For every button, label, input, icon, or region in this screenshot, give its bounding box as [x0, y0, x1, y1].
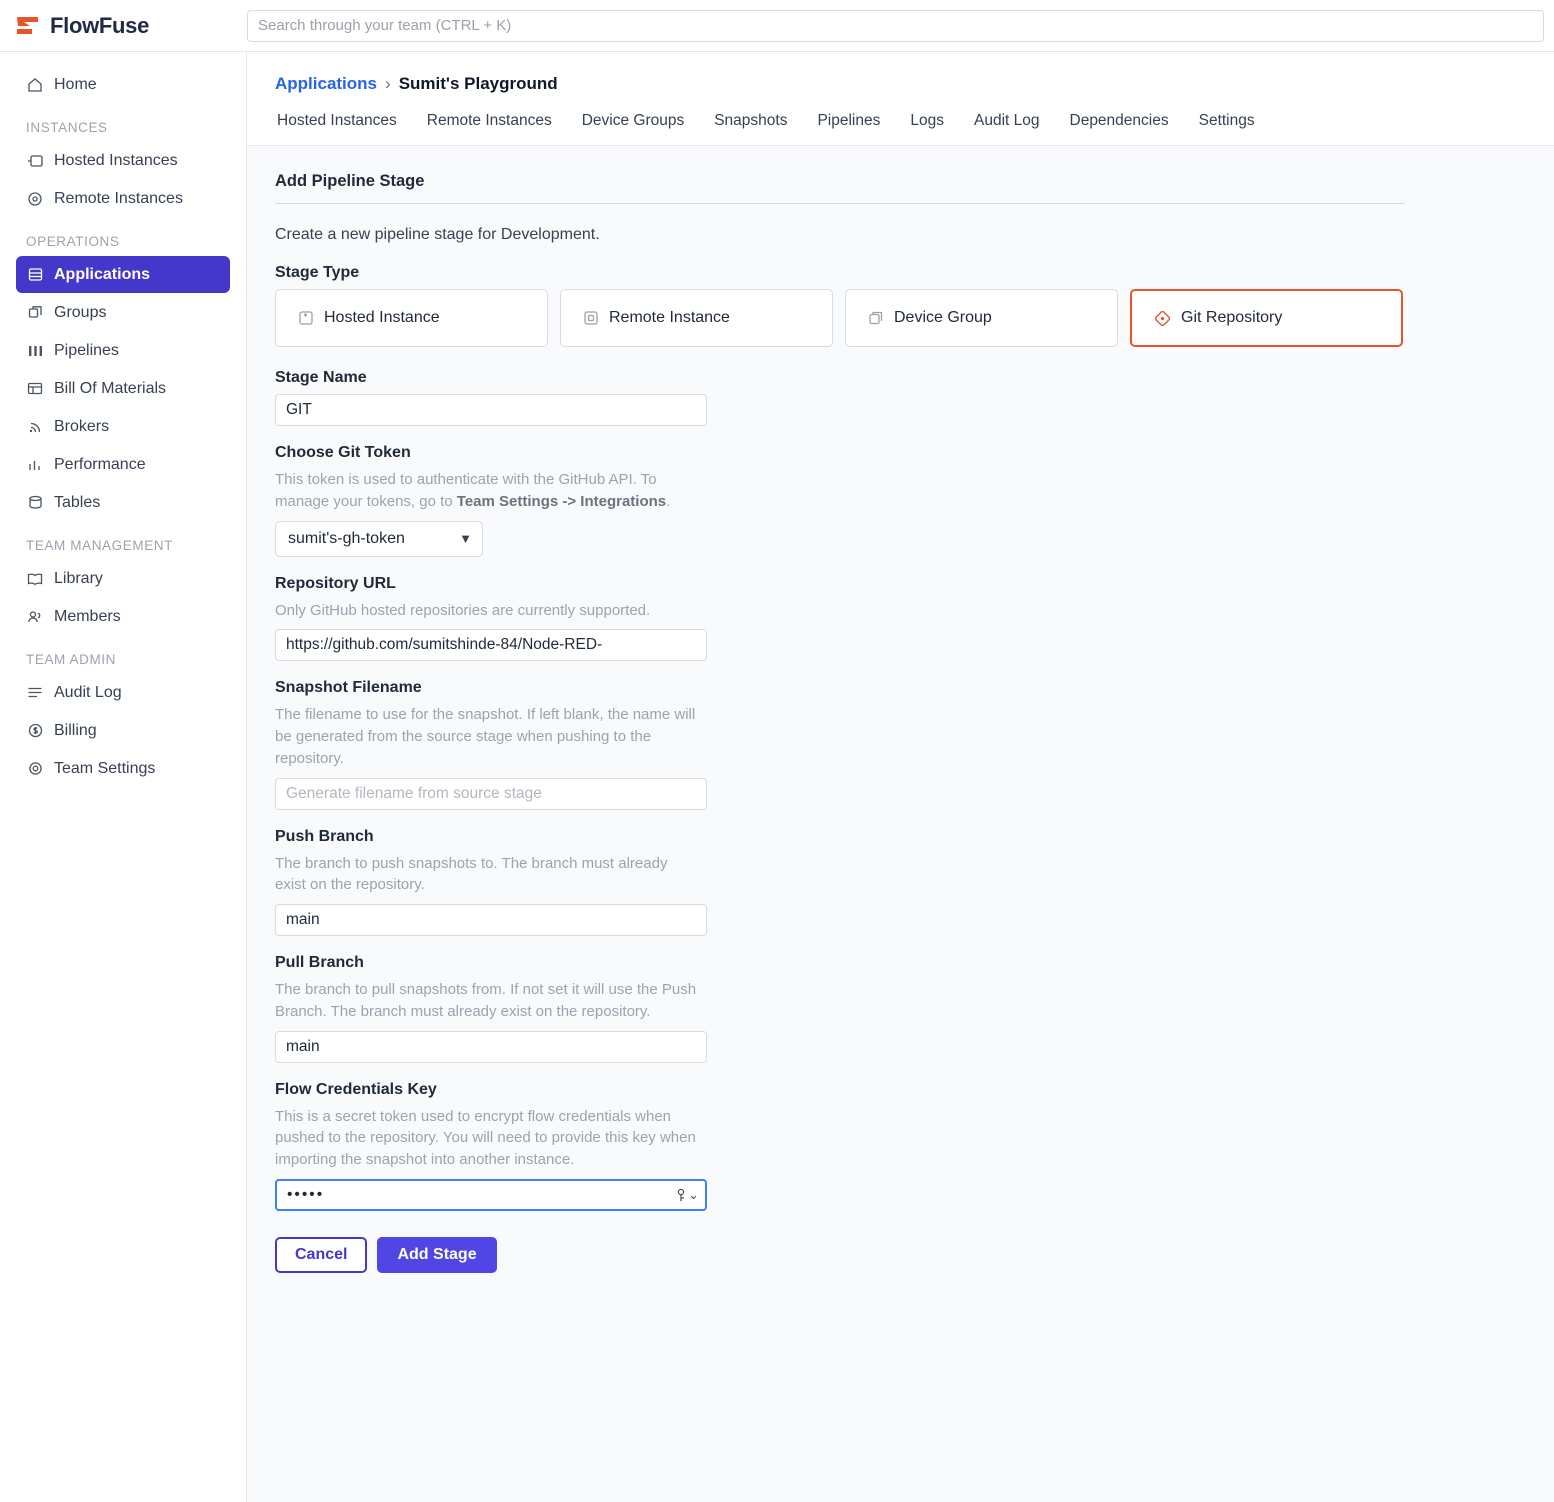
- sidebar-item-audit-log[interactable]: [16, 674, 230, 711]
- add-stage-button[interactable]: Add Stage: [377, 1237, 496, 1273]
- flowfuse-logo-icon: [16, 15, 42, 37]
- search-input[interactable]: [247, 10, 1544, 42]
- flow-credentials-key-label: Flow Credentials Key: [275, 1080, 437, 1098]
- sidebar-item-applications[interactable]: [16, 256, 230, 293]
- breadcrumb-separator: ›: [385, 74, 391, 93]
- stage-type-remote-instance[interactable]: [560, 289, 833, 347]
- tab-pipelines[interactable]: Pipelines: [817, 112, 881, 129]
- sidebar-item-label: Pipelines: [54, 341, 119, 359]
- stage-name-input[interactable]: [275, 394, 707, 426]
- pull-branch-input[interactable]: [275, 1031, 707, 1063]
- stage-name-field: [275, 369, 1526, 426]
- flow-credentials-key-input-wrap: [275, 1179, 707, 1211]
- sidebar-item-label: Tables: [54, 493, 101, 511]
- flow-credentials-key-input[interactable]: [275, 1179, 707, 1211]
- stage-name-label: Stage Name: [275, 369, 367, 386]
- stage-type-label: Stage Type: [275, 264, 360, 281]
- tables-icon: [26, 495, 44, 510]
- repository-url-field: [275, 575, 1526, 662]
- sidebar-item-groups[interactable]: [16, 294, 230, 331]
- repository-url-help: Only GitHub hosted repositories are currently supported.: [275, 601, 651, 619]
- groups-icon: [26, 305, 44, 320]
- snapshot-filename-field: [275, 679, 1526, 809]
- pull-branch-field: [275, 954, 1526, 1063]
- performance-icon: [26, 458, 44, 472]
- sidebar-item-label: Hosted Instances: [54, 151, 178, 169]
- tab-device-groups[interactable]: Device Groups: [581, 112, 685, 129]
- chevron-down-icon: ▼: [459, 531, 472, 546]
- stage-type-device-group[interactable]: [845, 289, 1118, 347]
- stage-type-label-text: Git Repository: [1181, 309, 1283, 326]
- sidebar-item-label: Groups: [54, 303, 107, 321]
- sidebar-item-team-settings[interactable]: [16, 750, 230, 787]
- applications-icon: [26, 267, 44, 282]
- snapshot-filename-input[interactable]: [275, 778, 707, 810]
- sidebar-section-team-management: TEAM MANAGEMENT: [26, 538, 174, 553]
- sidebar-item-bill-of-materials[interactable]: [16, 370, 230, 407]
- tab-logs[interactable]: Logs: [910, 112, 944, 129]
- push-branch-help: The branch to push snapshots to. The branch must already exist on the repository.: [275, 854, 668, 894]
- git-token-field: [275, 444, 1526, 557]
- top-bar: [0, 0, 1554, 52]
- bill-of-materials-icon: [26, 382, 44, 395]
- page-title: Add Pipeline Stage: [275, 172, 1405, 204]
- stage-type-hosted-instance[interactable]: [275, 289, 548, 347]
- sidebar-item-pipelines[interactable]: [16, 332, 230, 369]
- audit-log-icon: [26, 686, 44, 699]
- stage-type-git-repository[interactable]: [1130, 289, 1403, 347]
- breadcrumb-parent-link[interactable]: Applications: [275, 74, 378, 93]
- tab-audit-log[interactable]: Audit Log: [974, 112, 1040, 129]
- sidebar-item-label: Team Settings: [54, 759, 156, 777]
- tab-hosted-instances[interactable]: Hosted Instances: [277, 112, 397, 129]
- search-container: [247, 10, 1554, 42]
- tab-bar: [247, 104, 1554, 146]
- snapshot-filename-label: Snapshot Filename: [275, 679, 422, 697]
- remote-instance-icon: [583, 310, 599, 326]
- sidebar-item-billing[interactable]: [16, 712, 230, 749]
- cancel-button[interactable]: Cancel: [275, 1237, 367, 1273]
- sidebar-item-label: Library: [54, 569, 103, 587]
- key-manager-icon[interactable]: [675, 1187, 699, 1203]
- sidebar-item-label: Bill Of Materials: [54, 379, 167, 397]
- remote-instance-icon: [26, 191, 44, 207]
- git-token-label: Choose Git Token: [275, 444, 411, 461]
- git-token-help-b: .: [666, 492, 671, 510]
- form-description: Create a new pipeline stage for Development.: [275, 226, 600, 243]
- sidebar-section-operations: OPERATIONS: [26, 234, 120, 249]
- pipelines-icon: [26, 344, 44, 358]
- git-token-select[interactable]: [275, 521, 483, 557]
- sidebar-item-label: Audit Log: [54, 683, 122, 701]
- form-actions: [275, 1237, 1526, 1273]
- members-icon: [26, 610, 44, 624]
- snapshot-filename-help: The filename to use for the snapshot. If left blank, the name will be generated from the source stage when pushing to the repository.: [275, 706, 696, 767]
- push-branch-input[interactable]: [275, 904, 707, 936]
- stage-type-label-text: Hosted Instance: [324, 309, 440, 326]
- sidebar-item-label: Home: [54, 75, 97, 93]
- brand-name: FlowFuse: [50, 12, 150, 38]
- sidebar-item-performance[interactable]: [16, 446, 230, 483]
- pull-branch-label: Pull Branch: [275, 954, 364, 971]
- repository-url-label: Repository URL: [275, 574, 396, 592]
- brokers-icon: [26, 419, 44, 434]
- sidebar-item-label: Remote Instances: [54, 189, 183, 207]
- push-branch-label: Push Branch: [275, 827, 374, 845]
- flow-credentials-key-field: [275, 1081, 1526, 1211]
- git-token-help-a: This token is used to authenticate with the GitHub API. To manage your tokens, go to: [275, 471, 657, 510]
- pull-branch-help: The branch to pull snapshots from. If not set it will use the Push Branch. The branch must already exist on the repository.: [275, 981, 697, 1020]
- sidebar-item-label: Applications: [54, 265, 151, 283]
- add-pipeline-stage-form: [247, 146, 1554, 1502]
- sidebar-item-brokers[interactable]: [16, 408, 230, 445]
- sidebar-item-tables[interactable]: [16, 484, 230, 521]
- stage-type-label-text: Device Group: [894, 309, 992, 326]
- hosted-instance-icon: [298, 310, 314, 326]
- sidebar-section-instances: INSTANCES: [26, 120, 108, 135]
- brand-logo[interactable]: [0, 13, 247, 39]
- library-icon: [26, 572, 44, 586]
- hosted-instance-icon: [26, 154, 44, 168]
- breadcrumb-current: Sumit's Playground: [398, 74, 558, 93]
- sidebar-item-label: Brokers: [54, 417, 110, 435]
- sidebar-section-team-admin: TEAM ADMIN: [26, 652, 117, 667]
- sidebar-item-remote-instances[interactable]: [16, 180, 230, 217]
- stage-type-label-text: Remote Instance: [609, 309, 730, 326]
- sidebar-item-home[interactable]: [16, 66, 230, 103]
- device-group-icon: [868, 310, 884, 326]
- push-branch-field: [275, 828, 1526, 937]
- flow-credentials-key-help: This is a secret token used to encrypt flow credentials when pushed to the repository. You will need to provide this key when importing the snapshot into another instance.: [275, 1107, 696, 1168]
- git-repository-icon: [1154, 310, 1171, 327]
- tab-snapshots[interactable]: Snapshots: [714, 112, 788, 129]
- home-icon: [26, 77, 44, 93]
- main-content: [247, 52, 1554, 1502]
- git-token-selected-value: sumit's-gh-token: [288, 529, 405, 547]
- git-token-help-link: Team Settings -> Integrations: [456, 492, 667, 510]
- tab-settings[interactable]: Settings: [1198, 112, 1255, 129]
- stage-type-options: [275, 289, 1526, 347]
- chevron-down-icon: ⌄: [688, 1186, 699, 1202]
- billing-icon: [26, 723, 44, 738]
- sidebar-item-members[interactable]: [16, 598, 230, 635]
- breadcrumb: [247, 52, 1554, 104]
- sidebar-item-library[interactable]: [16, 560, 230, 597]
- repository-url-input[interactable]: [275, 629, 707, 661]
- sidebar-item-label: Performance: [54, 455, 146, 473]
- sidebar: [0, 52, 247, 1502]
- sidebar-item-hosted-instances[interactable]: [16, 142, 230, 179]
- tab-dependencies[interactable]: Dependencies: [1069, 112, 1169, 129]
- sidebar-item-label: Billing: [54, 721, 97, 739]
- gear-icon: [26, 761, 44, 776]
- tab-remote-instances[interactable]: Remote Instances: [426, 112, 552, 129]
- git-token-help: [275, 469, 700, 513]
- sidebar-item-label: Members: [54, 607, 121, 625]
